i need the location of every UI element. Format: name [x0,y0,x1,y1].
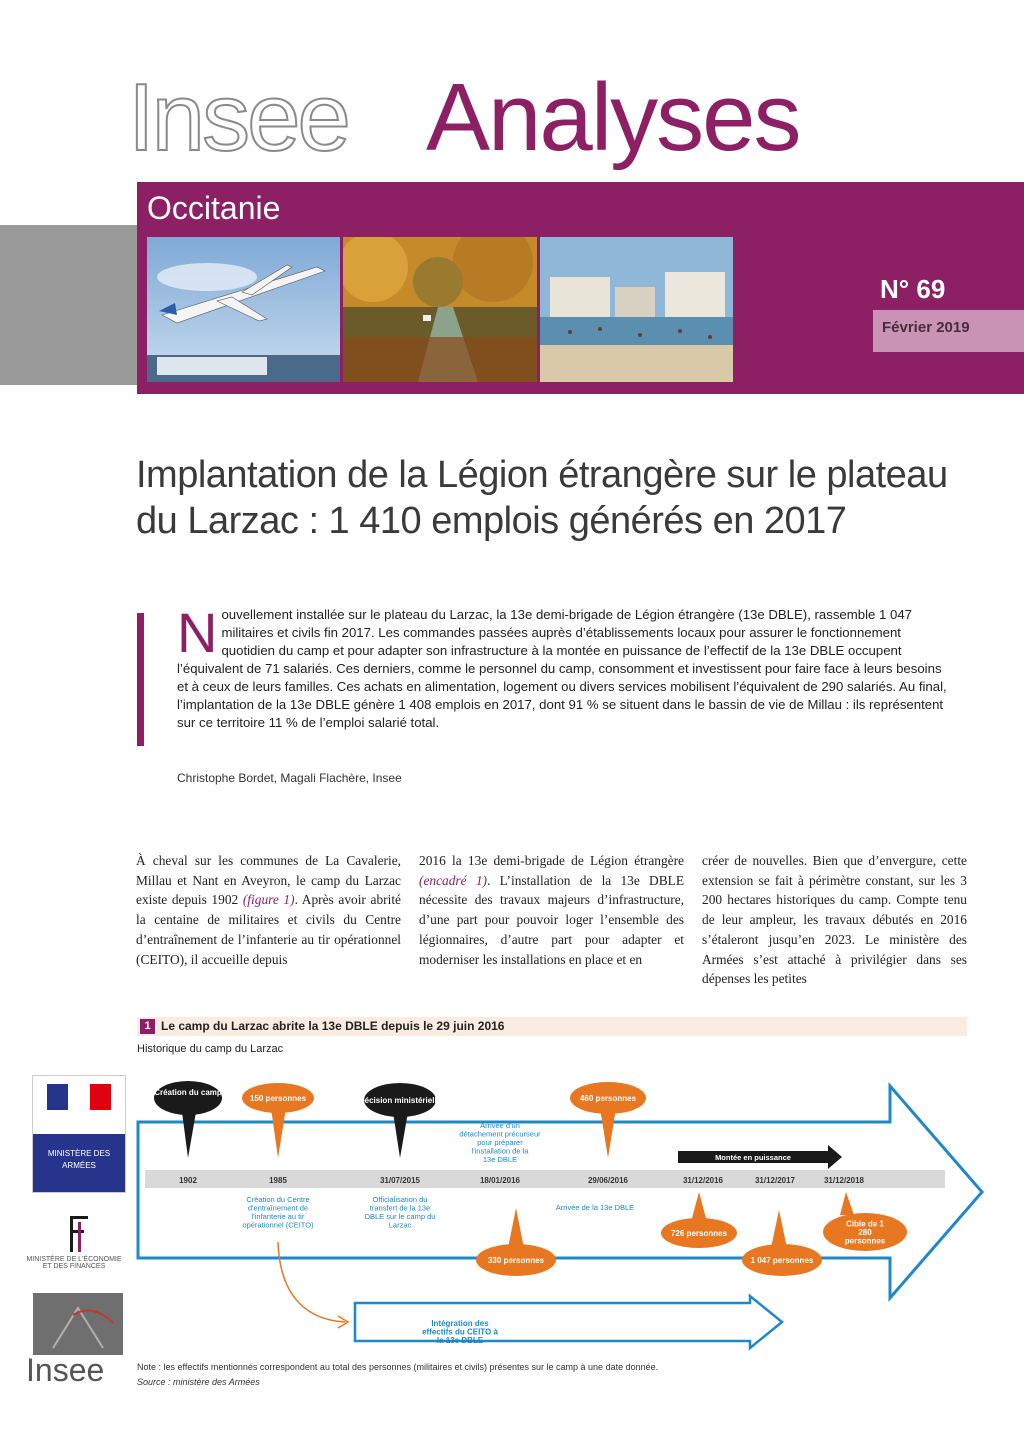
abstract-dropcap: N [177,601,218,664]
date-7: 31/12/2018 [823,1176,865,1185]
article-title: Implantation de la Légion étrangère sur le plateau du Larzac : 1 410 emplois générés en 2017 [136,454,948,542]
bubble-cible-label: Cible de 1 280 personnes [844,1219,886,1246]
bubble-330-label: 330 personnes [487,1256,545,1265]
date-5: 31/12/2016 [682,1176,724,1185]
figure-source: Source : ministère des Armées [137,1377,260,1387]
label-detachement: Arrivée d'un détachement précurseur pour préparer l'installation de la 13e DBLE [459,1121,541,1164]
bubble-creation-label: Création du camp [154,1088,222,1097]
marianne-flag-icon [47,1084,111,1110]
bubble-726-label: 726 personnes [670,1229,728,1238]
col2-text2: . L’installation de la 13e DBLE nécessite des travaux majeurs d’infrastructure, d’une part pour pouvoir loger l’ensemble des légionnaires, d’autre part pour adapter et moderniser les installations en place et en [419,872,684,967]
abstract-bar [137,613,144,746]
date-0: 1902 [179,1176,197,1185]
body-column-3: créer de nouvelles. Bien que d’envergure, cette extension se fait à périmètre constant, sur les 3 200 hectares historiques du camp. Compte tenu de leur ampleur, les travaux débutés en 2016 s’étaleront jusqu’en 2023. Le ministère des Armées s’est attaché à privilégier dans ses dépenses les petites [702,853,967,987]
figure-note: Note : les effectifs mentionnés correspondent au total des personnes (militaires et civils) présentes sur le camp à une date donnée. [137,1362,659,1372]
integration-label: Intégration des effectifs du CEITO à la 13e DBLE [422,1319,498,1345]
photo-airplane [147,237,340,382]
finances-label: MINISTÈRE DE L'ÉCONOMIE ET DES FINANCES [26,1256,122,1270]
finances-logo-icon [58,1212,98,1256]
integration-arrow [355,1296,782,1348]
timeline-arrow [138,1086,982,1298]
photo-beach [540,237,733,382]
bubble-1047-label: 1 047 personnes [750,1256,814,1265]
date-1: 1985 [269,1176,287,1185]
bubble-460-label: 460 personnes [579,1094,637,1103]
brand-analyses: Analyses [426,64,800,171]
date-3: 18/01/2016 [479,1176,521,1185]
body-column-1 [136,851,401,969]
bubble-decision-label: Décision ministérielle [358,1096,442,1105]
figure-subtitle: Historique du camp du Larzac [137,1043,284,1055]
date-6: 31/12/2017 [754,1176,796,1185]
col1-text: À cheval sur les communes de La Cavalerie, Millau et Nant en Aveyron, le camp du Larzac existe depuis 1902 [136,853,401,908]
date-2: 31/07/2015 [379,1176,421,1185]
bubble-1985-label: 150 personnes [249,1094,307,1103]
col2-text: 2016 la 13e demi-brigade de Légion étrangère [419,853,684,868]
ministry-logo [32,1075,126,1193]
body-column-2 [419,851,684,969]
label-officialisation: Officialisation du transfert de la 13e DBLE sur le camp du Larzac [364,1195,436,1230]
brand-insee: Insee [128,64,348,171]
insee-wordmark: Insee [26,1352,105,1388]
figure-title: Le camp du Larzac abrite la 13e DBLE depuis le 29 juin 2016 [161,1019,505,1033]
timeline-figure [130,1060,990,1360]
ministry-label: MINISTÈRE DES ARMÉES [33,1134,125,1192]
encadre-1-link[interactable]: (encadré 1) [419,872,487,888]
figure-1-link[interactable]: (figure 1) [242,892,295,908]
region-label: Occitanie [147,190,281,226]
label-ceito: Création du Centre d'entraînement de l'infanterie au tir opérationnel (CEITO) [242,1195,314,1230]
insee-logo-icon [33,1293,123,1355]
photo-canal [343,237,537,382]
label-arrivee: Arrivée de la 13e DBLE [555,1203,635,1212]
issue-date: Février 2019 [882,319,970,336]
date-4: 29/06/2016 [587,1176,629,1185]
montee-label: Montée en puissance [715,1153,791,1162]
authors: Christophe Bordet, Magali Flachère, Insee [177,771,402,785]
col1-text2: . Après avoir abrité la centaine de militaires et civils du Centre d’entraînement de l’infanterie au tir opérationnel (CEITO), il accueille depuis [136,892,401,967]
abstract-text: ouvellement installée sur le plateau du Larzac, la 13e demi-brigade de Légion étrangère (13e DBLE), rassemble 1 047 militaires et civils fin 2017. Les commandes passées auprès d’établissements locaux pour assurer le fonctionnement quotidien du camp et pour adapter son infrastructure à la montée en puissance de l’effectif de la 13e DBLE occupent l’équivalent de 71 salariés. Ces derniers, comme le personnel du camp, consomment et investissent pour faire face à leurs besoins et à ceux de leurs familles. Ces achats en alimentation, logement ou divers services mobilisent l’équivalent de 290 salariés. Au final, l’implantation de la 13e DBLE génère 1 408 emplois en 2017, dont 91 % se situent dans le bassin de vie de Millau : ils représentent sur ce territoire 11 % de l’emploi salarié total. [177,607,947,730]
figure-number: 1 [140,1019,155,1034]
issue-number: N° 69 [880,274,946,304]
abstract [177,601,947,732]
